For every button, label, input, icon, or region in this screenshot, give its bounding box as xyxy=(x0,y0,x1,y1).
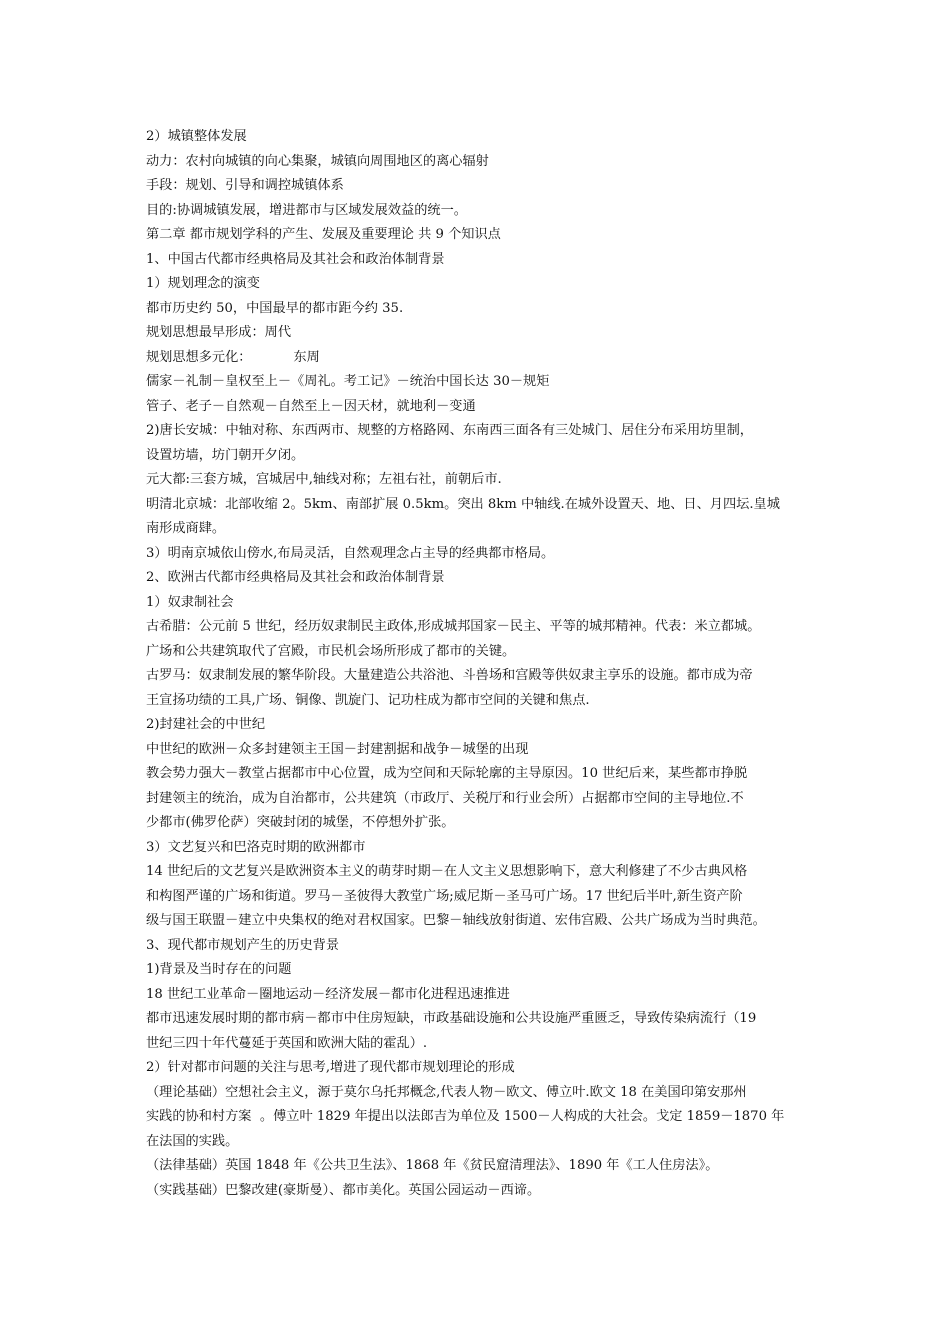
text-line: 封建领主的统治，成为自治都市，公共建筑（市政厅、关税厅和行业会所）占据都市空间的主导地位.不 xyxy=(146,790,744,806)
text-line: 目的:协调城镇发展，增进都市与区域发展效益的统一。 xyxy=(146,202,467,218)
text-line: 规划思想最早形成：周代 xyxy=(146,325,292,340)
text-line: 动力：农村向城镇的向心集聚，城镇向周围地区的离心辐射 xyxy=(146,153,489,169)
text-line: 广场和公共建筑取代了宫殿，市民机会场所形成了都市的关键。 xyxy=(146,643,516,659)
text-line: 2)唐长安城：中轴对称、东西两市、规整的方格路网、东南西三面各有三处城门、居住分布采用坊里制， xyxy=(146,423,753,438)
text-line: （法律基础）英国 1848 年《公共卫生法》、1868 年《贫民窟清理法》、1890 年《工人住房法》。 xyxy=(146,1158,719,1173)
subsection-heading: 1）奴隶制社会 xyxy=(146,594,234,610)
text-line: 实践的协和村方案 。傅立叶 1829 年提出以法郎吉为单位及 1500－人构成的大社会。戈定 1859－1870 年 xyxy=(146,1109,785,1124)
text-line: 王宣扬功绩的工具,广场、铜像、凯旋门、记功柱成为都市空间的关键和焦点. xyxy=(146,692,590,708)
text-line: 明清北京城：北部收缩 2。5km、南部扩展 0.5km。突出 8km 中轴线.在城外设置天、地、日、月四坛.皇城 xyxy=(146,496,780,512)
text-line: 中世纪的欧洲－众多封建领主王国－封建割据和战争－城堡的出现 xyxy=(146,741,529,757)
subsection-heading: 2)封建社会的中世纪 xyxy=(146,717,266,732)
section-heading: 1、中国古代都市经典格局及其社会和政治体制背景 xyxy=(146,251,445,267)
subsection-heading: 1）规划理念的演变 xyxy=(146,276,260,291)
text-line: 儒家－礼制－皇权至上－《周礼。考工记》－统治中国长达 30－规矩 xyxy=(146,374,550,389)
document-body xyxy=(146,125,836,1203)
subsection-heading: 2）针对都市问题的关注与思考,增进了现代都市规划理论的形成 xyxy=(146,1060,515,1075)
chapter-heading: 第二章 都市规划学科的产生、发展及重要理论 共 9 个知识点 xyxy=(146,227,501,242)
section-heading: 3、现代都市规划产生的历史背景 xyxy=(146,937,340,953)
text-line: 少都市(佛罗伦萨）突破封闭的城堡，不停想外扩张。 xyxy=(146,815,455,830)
text-line: 元大都:三套方城，宫城居中,轴线对称；左祖右社，前朝后市. xyxy=(146,472,502,487)
text-line: 2）城镇整体发展 xyxy=(146,129,247,144)
text-line: 3）明南京城依山傍水,布局灵活，自然观理念占主导的经典都市格局。 xyxy=(146,545,555,561)
section-heading: 2、欧洲古代都市经典格局及其社会和政治体制背景 xyxy=(146,570,445,585)
text-line: 都市历史约 50，中国最早的都市距今约 35. xyxy=(146,300,404,316)
text-line: 都市迅速发展时期的都市病－都市中住房短缺，市政基础设施和公共设施严重匮乏，导致传染病流行（19 xyxy=(146,1011,757,1026)
text-line: 18 世纪工业革命－圈地运动－经济发展－都市化进程迅速推进 xyxy=(146,986,510,1002)
text-line: 级与国王联盟－建立中央集权的绝对君权国家。巴黎－轴线放射街道、宏伟宫殿、公共广场成为当时典范。 xyxy=(146,913,766,928)
text-line: 在法国的实践。 xyxy=(146,1133,239,1149)
text-line: 古罗马：奴隶制发展的繁华阶段。大量建造公共浴池、斗兽场和宫殿等供奴隶主享乐的设施。都市成为帝 xyxy=(146,668,753,683)
text-line: 管子、老子－自然观－自然至上－因天材，就地利－变通 xyxy=(146,398,476,414)
text-line: （理论基础）空想社会主义，源于莫尔乌托邦概念,代表人物－欧文、傅立叶.欧文 18 在美国印第安那州 xyxy=(146,1084,747,1100)
text-line: 规划思想多元化： 东周 xyxy=(146,349,320,365)
subsection-heading: 1)背景及当时存在的问题 xyxy=(146,962,292,977)
text-line: 设置坊墙，坊门朝开夕闭。 xyxy=(146,447,305,463)
text-line: 南形成商肆。 xyxy=(146,521,226,536)
subsection-heading: 3）文艺复兴和巴洛克时期的欧洲都市 xyxy=(146,839,366,855)
text-line: 古希腊：公元前 5 世纪，经历奴隶制民主政体,形成城邦国家－民主、平等的城邦精神。代表：米立都城。 xyxy=(146,619,761,634)
text-line: 世纪三四十年代蔓延于英国和欧洲大陆的霍乱）. xyxy=(146,1035,428,1051)
text-line: 教会势力强大－教堂占据都市中心位置，成为空间和天际轮廓的主导原因。10 世纪后来，某些都市挣脱 xyxy=(146,766,748,781)
text-line: （实践基础）巴黎改建(豪斯曼）、都市美化。英国公园运动－西谛。 xyxy=(146,1182,541,1198)
text-line: 14 世纪后的文艺复兴是欧洲资本主义的萌芽时期－在人文主义思想影响下，意大利修建了不少古典风格 xyxy=(146,864,748,879)
text-line: 手段：规划、引导和调控城镇体系 xyxy=(146,178,344,193)
text-line: 和构图严谨的广场和街道。罗马－圣彼得大教堂广场;威尼斯－圣马可广场。17 世纪后半叶,新生资产阶 xyxy=(146,888,743,904)
